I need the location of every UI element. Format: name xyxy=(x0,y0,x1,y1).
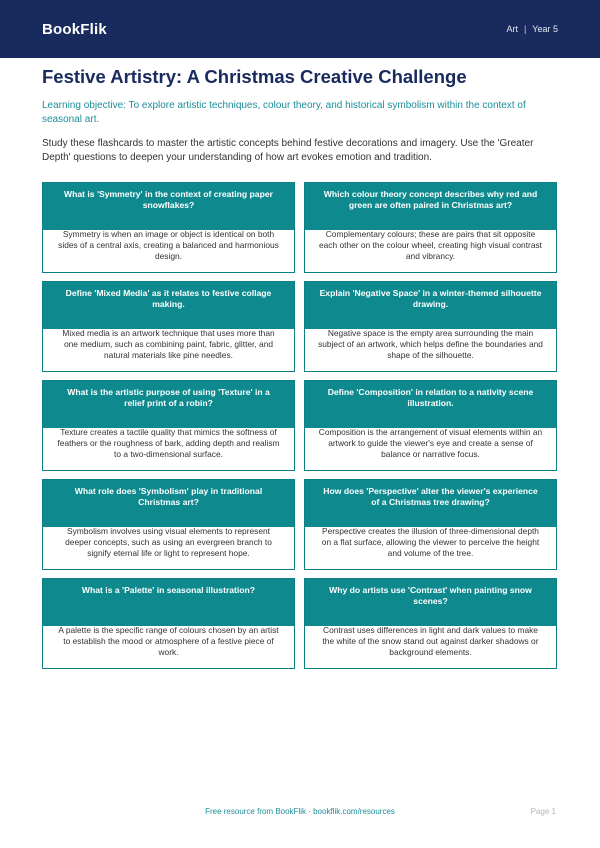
flashcard-answer: Negative space is the empty area surrounding the main subject of an artwork, which helps define the boundaries and shape of the silhouette. xyxy=(318,328,543,361)
flashcard-answer: Perspective creates the illusion of three-dimensional depth on a flat surface, allowing the viewer to perceive the height and volume of the tree. xyxy=(321,526,540,559)
flashcard[interactable] xyxy=(304,281,557,372)
flashcard[interactable] xyxy=(304,578,557,669)
flashcard[interactable] xyxy=(304,479,557,570)
flashcard-question: Which colour theory concept describes why red and green are often paired in Christmas art? xyxy=(305,183,556,230)
page-number: Page 1 xyxy=(530,807,556,816)
learning-objective: Learning objective: To explore artistic techniques, colour theory, and historical symbolism within the context of seasonal art. xyxy=(42,100,526,125)
flashcard-answer: Texture creates a tactile quality that mimics the softness of feathers or the roughness of bark, adding depth and realism to a two-dimensional surface. xyxy=(57,427,280,460)
flashcard-question: What is a 'Palette' in seasonal illustration? xyxy=(43,579,294,626)
flashcard-question: Define 'Mixed Media' as it relates to festive collage making. xyxy=(43,282,294,329)
flashcard[interactable] xyxy=(42,479,295,570)
header-bar xyxy=(0,0,600,58)
flashcard-question: How does 'Perspective' alter the viewer's experience of a Christmas tree drawing? xyxy=(305,480,556,527)
flashcard-answer: Symbolism involves using visual elements to represent deeper concepts, such as using an evergreen branch to signify eternal life or light to represent hope. xyxy=(65,526,272,559)
flashcard-answer: Complementary colours; these are pairs that sit opposite each other on the colour wheel, creating high visual contrast and vibrancy. xyxy=(318,229,542,262)
flashcard-answer: A palette is the specific range of colours chosen by an artist to establish the mood or atmosphere of a festive piece of work. xyxy=(58,625,279,658)
flashcard-answer: Symmetry is when an image or object is identical on both sides of a central axis, creating a balanced and harmonious design. xyxy=(58,229,279,262)
footer-link[interactable]: Free resource from BookFlik · bookflik.com/resources xyxy=(205,807,395,816)
flashcard[interactable] xyxy=(42,281,295,372)
flashcard-answer: Contrast uses differences in light and dark values to make the white of the snow stand out against darker shadows or background elements. xyxy=(322,625,539,658)
flashcard-question: What is 'Symmetry' in the context of creating paper snowflakes? xyxy=(43,183,294,230)
brand-logo[interactable]: BookFlik xyxy=(42,20,107,38)
flashcard-question: Why do artists use 'Contrast' when painting snow scenes? xyxy=(305,579,556,626)
flashcard-question: What is the artistic purpose of using 'Texture' in a relief print of a robin? xyxy=(43,381,294,428)
breadcrumb-subject[interactable]: Art xyxy=(506,24,518,34)
flashcard-answer: Composition is the arrangement of visual elements within an artwork to guide the viewer's eye and create a sense of balance or narrative focus. xyxy=(318,427,543,460)
flashcard[interactable] xyxy=(42,578,295,669)
breadcrumb xyxy=(506,24,558,34)
flashcard[interactable] xyxy=(304,182,557,273)
breadcrumb-year[interactable]: Year 5 xyxy=(532,24,558,34)
flashcard-question: What role does 'Symbolism' play in traditional Christmas art? xyxy=(43,480,294,527)
flashcard[interactable] xyxy=(42,182,295,273)
flashcard[interactable] xyxy=(42,380,295,471)
flashcard[interactable] xyxy=(304,380,557,471)
flashcard-grid xyxy=(42,182,557,669)
intro-text: Study these flashcards to master the artistic concepts behind festive decorations and imagery. Use the 'Greater Depth' questions to deepen your understanding of how art evokes emotion and tradition. xyxy=(42,138,534,163)
flashcard-question: Define 'Composition' in relation to a nativity scene illustration. xyxy=(305,381,556,428)
breadcrumb-separator: | xyxy=(523,24,527,34)
flashcard-answer: Mixed media is an artwork technique that uses more than one medium, such as combining paint, fabric, glitter, and natural materials like pine needles. xyxy=(62,328,275,361)
flashcard-question: Explain 'Negative Space' in a winter-themed silhouette drawing. xyxy=(305,282,556,329)
page-title: Festive Artistry: A Christmas Creative Challenge xyxy=(42,66,467,87)
